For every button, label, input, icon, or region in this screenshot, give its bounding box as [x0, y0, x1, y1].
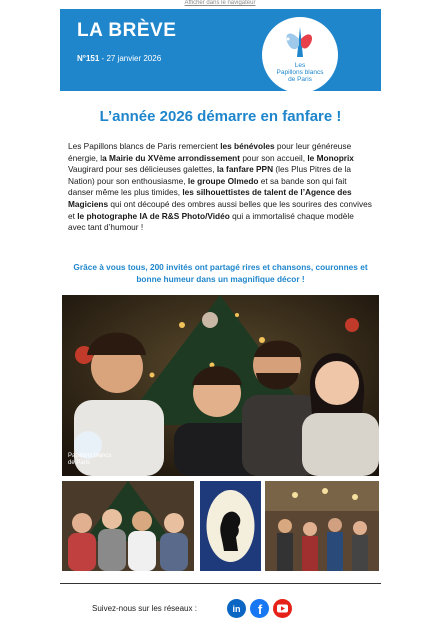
linkedin-icon[interactable]	[227, 599, 246, 618]
paragraph-bold-run: les bénévoles	[220, 141, 275, 151]
brand-title: LA BRÈVE	[77, 20, 177, 41]
paragraph-bold-run: la fanfare PPN	[216, 164, 274, 175]
view-in-browser-link[interactable]: Afficher dans le navigateur	[184, 0, 256, 6]
paragraph-run: Les Papillons blancs de Paris remercient	[68, 141, 221, 151]
logo-text	[262, 62, 338, 83]
issue-line	[77, 54, 161, 63]
paragraph-run: pour leur généreuse énergie, l	[68, 141, 352, 163]
logo-text-line1: Les	[294, 62, 306, 69]
paragraph-run: qui a immortalisé chaque modèle avec tant d’humour !	[68, 210, 354, 233]
silhouette-portrait[interactable]	[200, 481, 261, 571]
footer-divider	[60, 583, 381, 584]
paragraph-run: et sa bande son qui fait danser même les plus timides,	[68, 175, 347, 198]
paragraph-bold-run: les silhouettistes de talent de l’Agence des Magiciens	[68, 187, 352, 209]
paragraph-run: Vaugirard pour ses délicieuses galettes,	[68, 164, 217, 175]
newsletter-header	[60, 9, 381, 91]
logo-text-line2: Papillons blancs	[276, 69, 324, 76]
thanks-highlight: Grâce à vous tous, 200 invités ont partagé rires et chansons, couronnes et bonne humeur dans un magnifique décor !	[73, 262, 368, 284]
photo-watermark	[68, 453, 111, 467]
paragraph-bold-run: le photographe IA de R&S Photo/Vidéo	[77, 210, 230, 221]
youtube-icon[interactable]	[273, 599, 292, 618]
group-photo-ladies[interactable]	[62, 481, 194, 571]
issue-number: N°151	[77, 54, 100, 63]
article-title: L’année 2026 démarre en fanfare !	[99, 108, 342, 125]
paragraph-run: (les Plus Pitres de la Nation) pour son enthousiasme,	[68, 164, 352, 186]
group-portrait-photo[interactable]	[62, 295, 379, 476]
photo-gallery	[62, 481, 379, 571]
logo-text-line3: de Paris	[288, 76, 312, 83]
paragraph-run: qui ont découpé des ombres aussi belles que les sourires des convives et	[68, 198, 372, 221]
svg-text:in: in	[232, 604, 241, 614]
paragraph-bold-run: a Mairie du XVème arrondissement	[102, 152, 241, 163]
follow-label: Suivez-nous sur les réseaux :	[92, 604, 197, 613]
photo-watermark-line2: de Paris	[68, 460, 91, 466]
papillons-logo	[262, 17, 338, 91]
svg-text:f: f	[257, 602, 263, 617]
facebook-icon[interactable]	[250, 599, 269, 618]
paragraph-bold-run: le Monoprix	[307, 152, 354, 163]
party-crowd-photo[interactable]	[265, 481, 379, 571]
butterfly-eiffel-icon	[262, 17, 338, 63]
paragraph-run: pour son accueil,	[240, 152, 308, 163]
photo-watermark-line1: Papillons blancs	[68, 453, 112, 459]
article-paragraph	[68, 141, 373, 234]
issue-date: - 27 janvier 2026	[99, 54, 162, 63]
paragraph-bold-run: le groupe Olmedo	[187, 175, 259, 186]
